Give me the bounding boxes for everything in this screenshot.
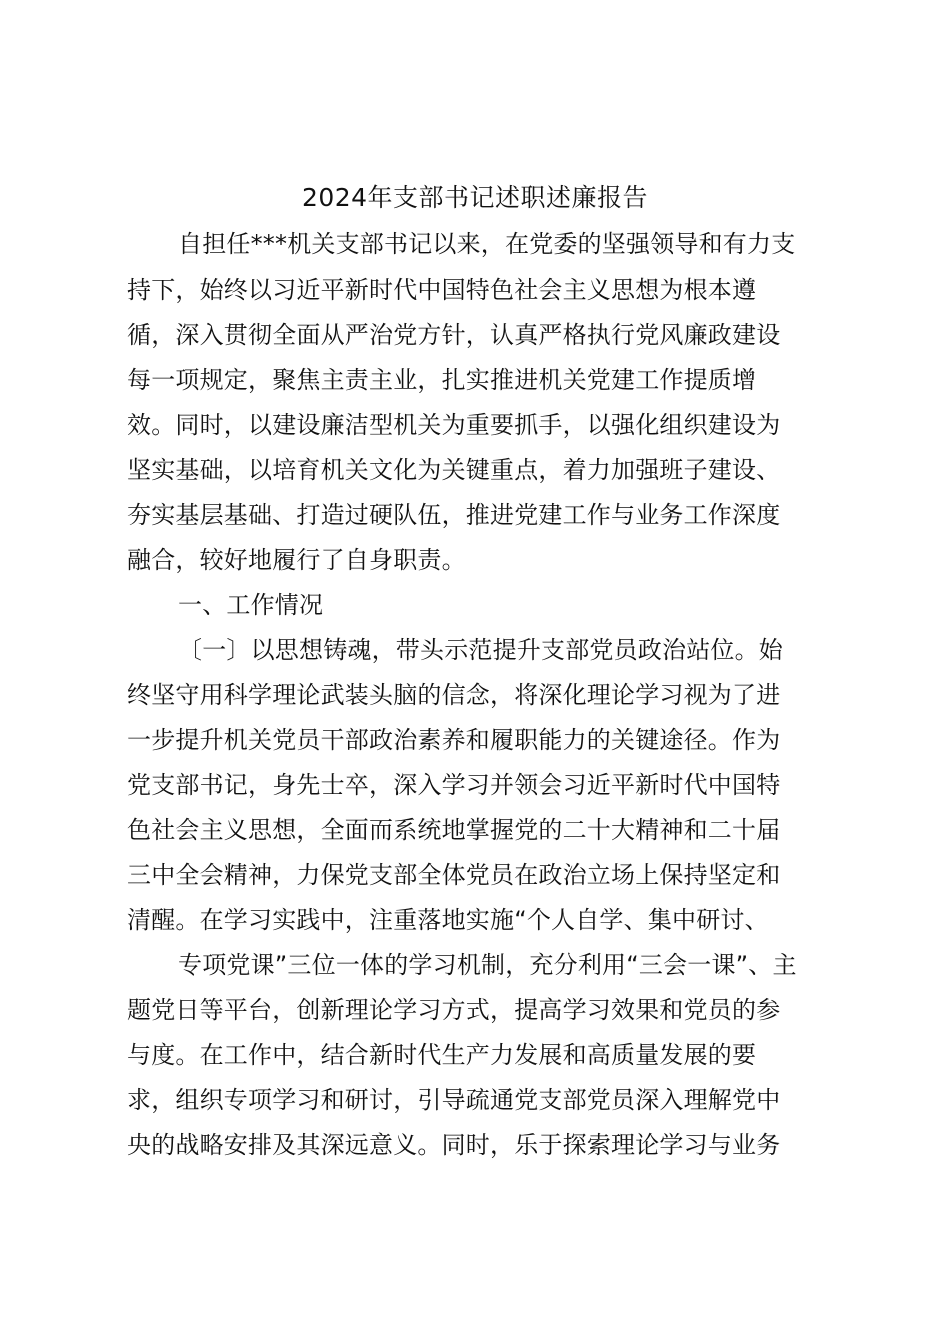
- body-line-20: 求，组织专项学习和研讨，引导疏通党支部党员深入理解党中: [127, 1086, 781, 1114]
- body-line-10: 〔一〕以思想铸魂，带头示范提升支部党员政治站位。始: [178, 636, 783, 664]
- body-line-19: 与度。在工作中，结合新时代生产力发展和高质量发展的要: [127, 1041, 757, 1069]
- body-line-6: 坚实基础，以培育机关文化为关键重点，着力加强班子建设、: [127, 456, 781, 484]
- body-line-2: 持下，始终以习近平新时代中国特色社会主义思想为根本遵: [127, 276, 757, 304]
- body-line-11: 终坚守用科学理论武装头脑的信念，将深化理论学习视为了进: [127, 681, 781, 709]
- body-line-15: 三中全会精神，力保党支部全体党员在政治立场上保持坚定和: [127, 861, 781, 889]
- body-line-17: 专项党课”三位一体的学习机制，充分利用“三会一课”、主: [178, 951, 797, 979]
- document-title: 2024年支部书记述职述廉报告: [301, 183, 649, 212]
- body-line-8: 融合，较好地履行了自身职责。: [127, 546, 466, 574]
- body-line-5: 效。同时，以建设廉洁型机关为重要抓手，以强化组织建设为: [127, 411, 781, 439]
- body-line-14: 色社会主义思想，全面而系统地掌握党的二十大精神和二十届: [127, 816, 781, 844]
- body-line-3: 循，深入贯彻全面从严治党方针，认真严格执行党风廉政建设: [127, 321, 781, 349]
- body-line-13: 党支部书记，身先士卒，深入学习并领会习近平新时代中国特: [127, 771, 781, 799]
- body-line-18: 题党日等平台，创新理论学习方式，提高学习效果和党员的参: [127, 996, 781, 1024]
- body-line-1: 自担任***机关支部书记以来，在党委的坚强领导和有力支: [178, 230, 796, 258]
- body-line-7: 夯实基层基础、打造过硬队伍，推进党建工作与业务工作深度: [127, 501, 781, 529]
- body-line-21: 央的战略安排及其深远意义。同时，乐于探索理论学习与业务: [127, 1131, 781, 1159]
- body-line-16: 清醒。在学习实践中，注重落地实施“个人自学、集中研讨、: [127, 906, 769, 934]
- section-heading: 一、工作情况: [178, 591, 324, 619]
- body-line-12: 一步提升机关党员干部政治素养和履职能力的关键途径。作为: [127, 726, 781, 754]
- body-line-4: 每一项规定，聚焦主责主业，扎实推进机关党建工作提质增: [127, 366, 757, 394]
